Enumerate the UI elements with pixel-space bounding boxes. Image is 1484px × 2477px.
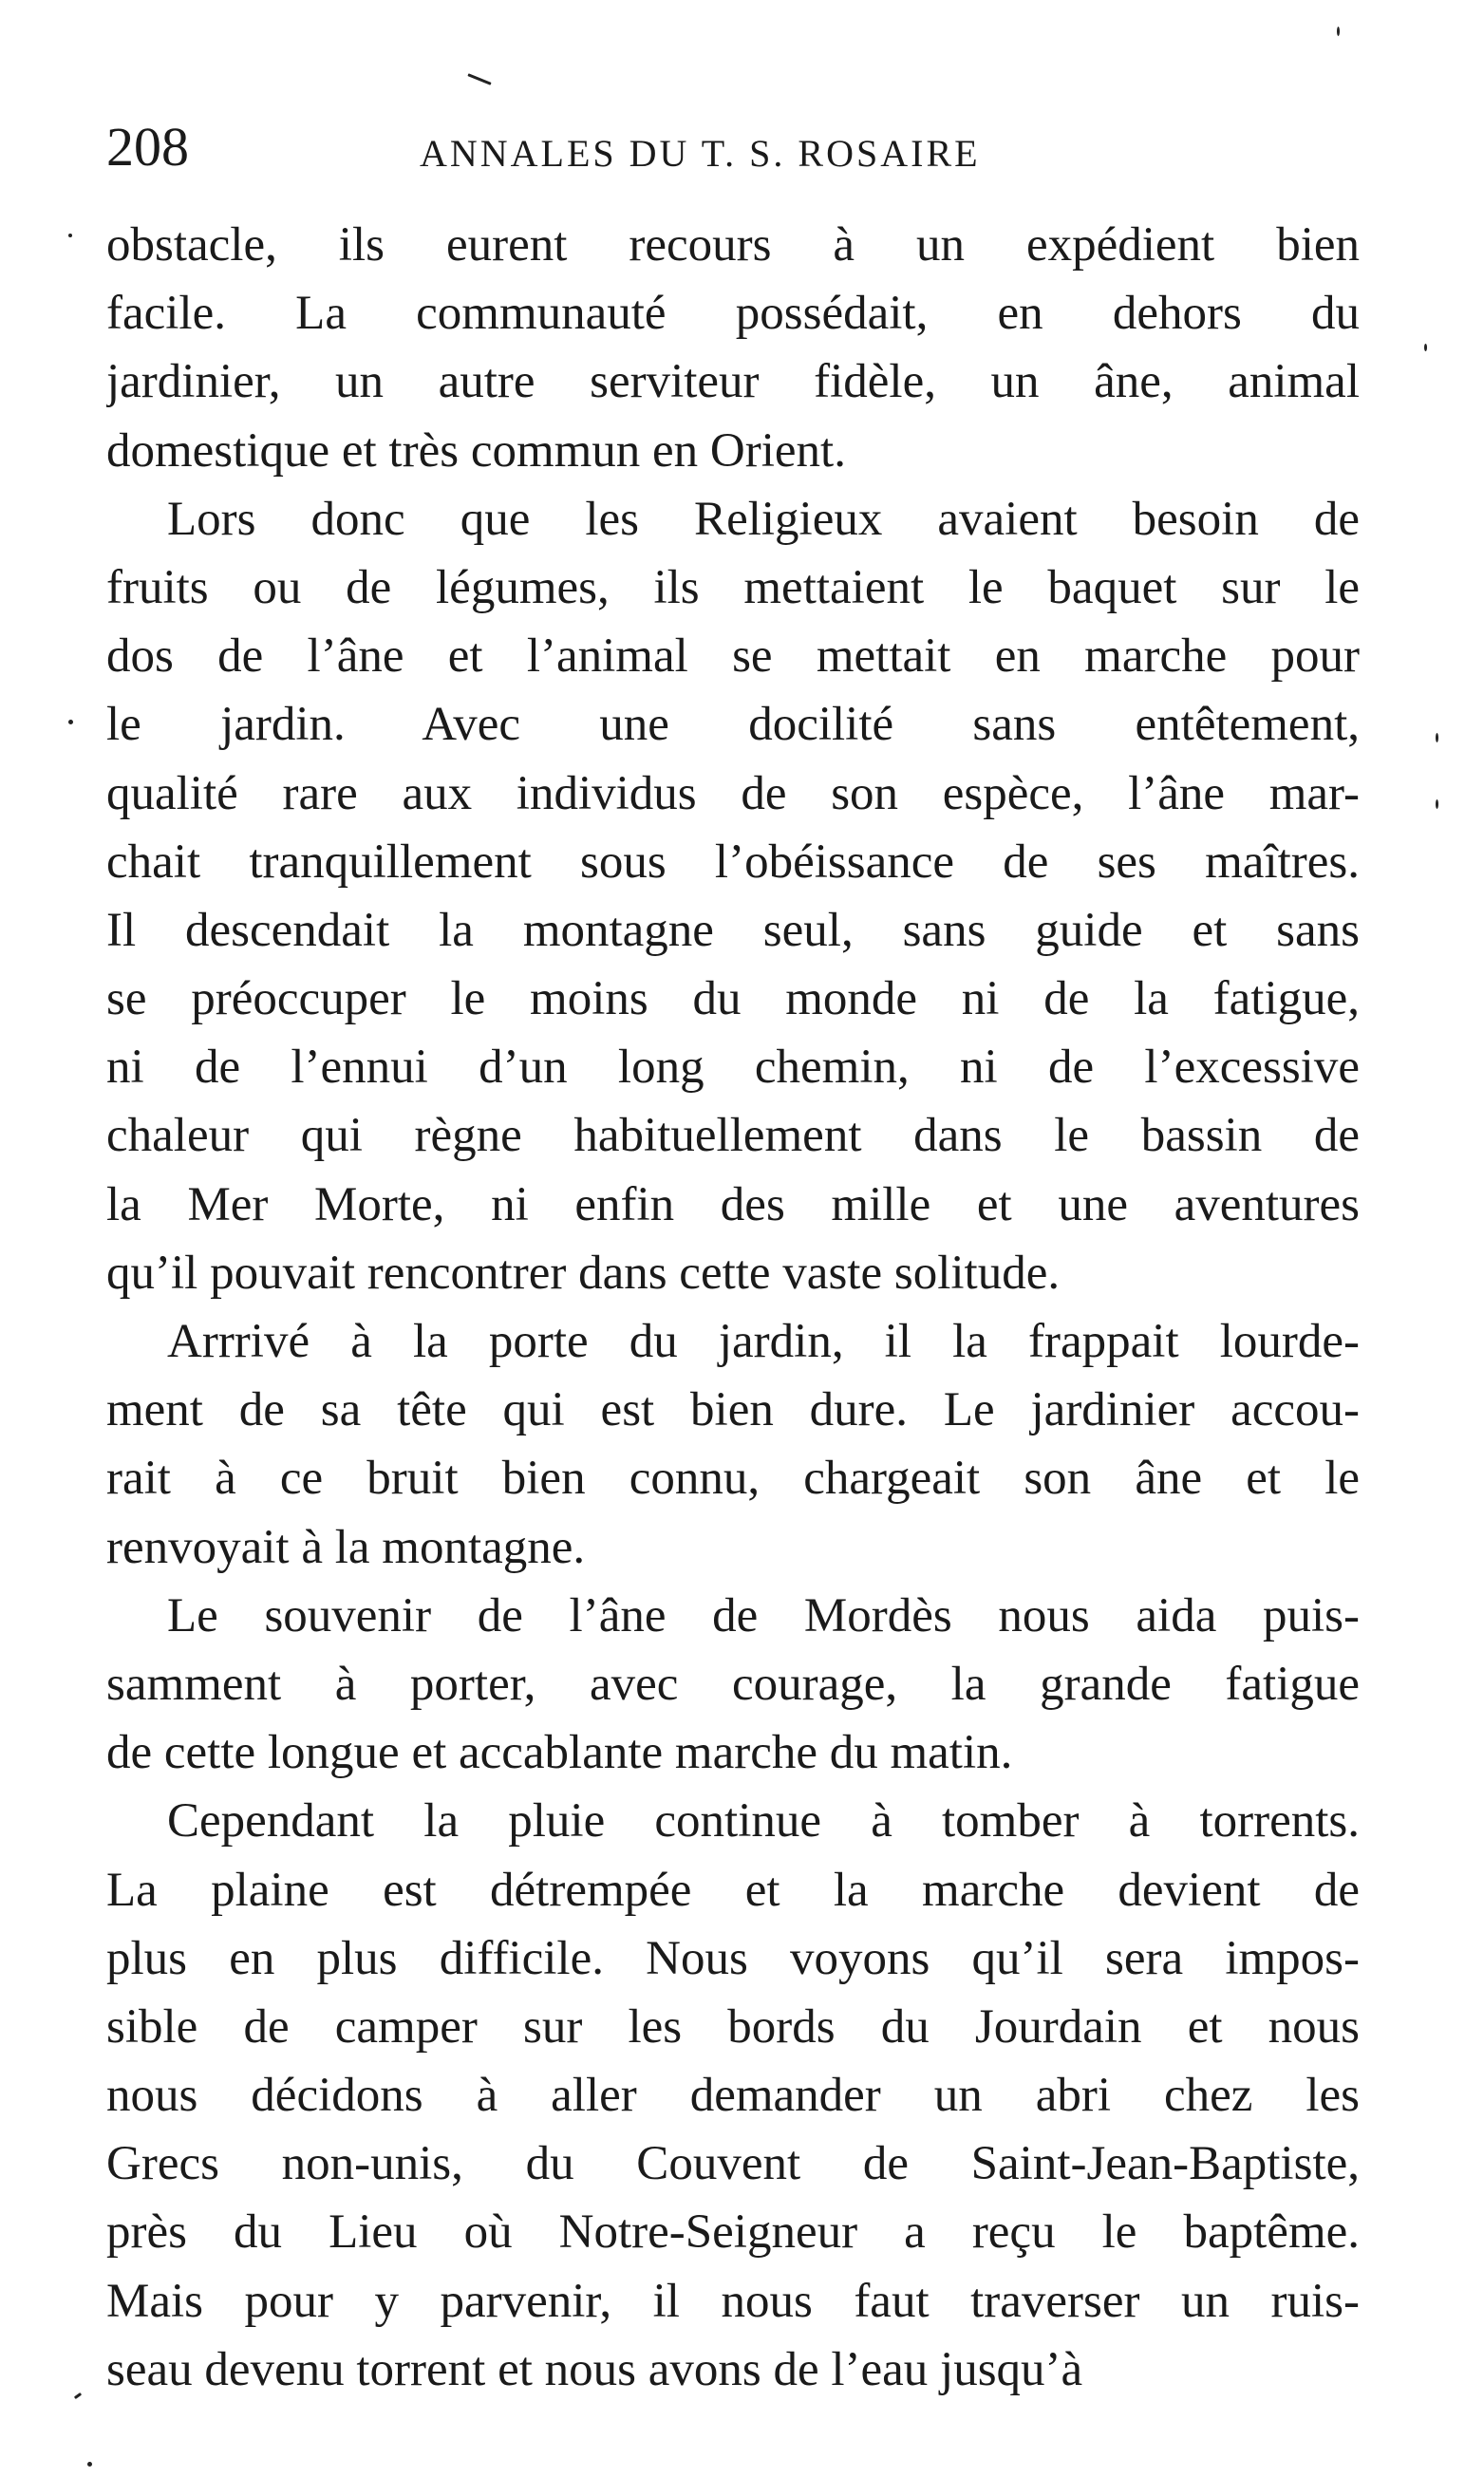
margin-speck: [1436, 733, 1438, 742]
text-line: La plaine est détrempée et la marche devient de: [106, 1863, 1360, 1917]
text-line: la Mer Morte, ni enfin des mille et une aventures: [106, 1177, 1360, 1231]
margin-speck: [1424, 344, 1427, 351]
text-line: ni de l’ennui d’un long chemin, ni de l’excessive: [106, 1041, 1360, 1095]
page-header: [106, 114, 1360, 190]
margin-speck: [68, 234, 72, 237]
text-line: Lors donc que les Religieux avaient besoin de: [167, 492, 1360, 546]
text-line: Il descendait la montagne seul, sans guide et sans: [106, 903, 1360, 957]
text-line: se préoccuper le moins du monde ni de la fatigue,: [106, 972, 1360, 1026]
text-line: samment à porter, avec courage, la grande fatigue: [106, 1657, 1360, 1711]
running-title: ANNALES DU T. S. ROSAIRE: [420, 132, 981, 175]
text-line: Mais pour y parvenir, il nous faut traverser un ruis-: [106, 2274, 1360, 2328]
text-line: obstacle, ils eurent recours à un expédient bien: [106, 218, 1360, 272]
text-line: jardinier, un autre serviteur fidèle, un âne, animal: [106, 355, 1360, 409]
text-line: qu’il pouvait rencontrer dans cette vaste solitude.: [106, 1246, 1061, 1300]
margin-speck: [1337, 27, 1340, 36]
text-line: près du Lieu où Notre-Seigneur a reçu le baptême.: [106, 2205, 1360, 2260]
text-line: chaleur qui règne habituellement dans le bassin de: [106, 1109, 1360, 1163]
text-line: Le souvenir de l’âne de Mordès nous aida puis-: [167, 1588, 1360, 1642]
text-line: le jardin. Avec une docilité sans entêtement,: [106, 698, 1360, 752]
page-number: 208: [106, 116, 189, 178]
text-line: nous décidons à aller demander un abri chez les: [106, 2069, 1360, 2123]
text-line: Cependant la pluie continue à tomber à torrents.: [167, 1794, 1360, 1848]
text-line: fruits ou de légumes, ils mettaient le baquet sur le: [106, 560, 1360, 614]
margin-speck: [1436, 799, 1438, 809]
text-line: de cette longue et accablante marche du matin.: [106, 1726, 1013, 1780]
text-line: Grecs non-unis, du Couvent de Saint-Jean-Baptiste,: [106, 2137, 1360, 2191]
text-line: ment de sa tête qui est bien dure. Le jardinier accou-: [106, 1383, 1360, 1437]
margin-speck: [467, 73, 491, 85]
text-line: seau devenu torrent et nous avons de l’eau jusqu’à: [106, 2342, 1083, 2396]
text-line: plus en plus difficile. Nous voyons qu’il sera impos-: [106, 1931, 1360, 1985]
body-text: [106, 211, 1360, 2404]
text-line: chait tranquillement sous l’obéissance de ses maîtres.: [106, 835, 1360, 889]
text-line: Arrrivé à la porte du jardin, il la frappait lourde-: [167, 1315, 1360, 1368]
text-line: qualité rare aux individus de son espèce, l’âne mar-: [106, 766, 1360, 820]
text-line: sible de camper sur les bords du Jourdain et nous: [106, 1999, 1360, 2054]
text-line: domestique et très commun en Orient.: [106, 423, 846, 478]
text-line: renvoyait à la montagne.: [106, 1520, 586, 1574]
margin-speck: [74, 2393, 82, 2399]
text-line: facile. La communauté possédait, en dehors du: [106, 287, 1360, 341]
margin-speck: [87, 2462, 92, 2467]
margin-speck: [68, 720, 73, 724]
text-line: dos de l’âne et l’animal se mettait en marche pour: [106, 629, 1360, 684]
text-line: rait à ce bruit bien connu, chargeait son âne et le: [106, 1452, 1360, 1506]
